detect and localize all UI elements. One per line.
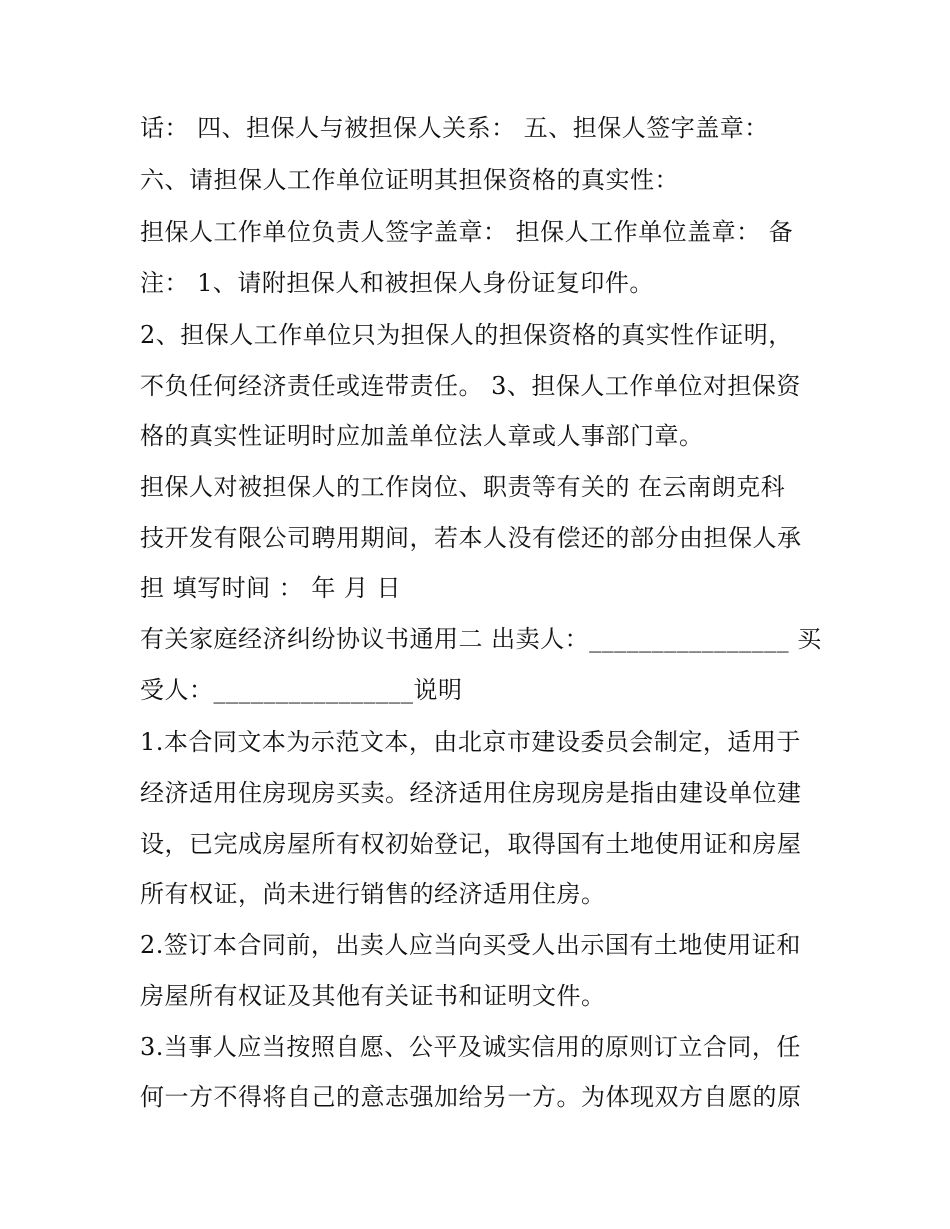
text-line: 担 填写时间 ： 年 月 日 [140, 574, 402, 602]
text-line: 所有权证，尚未进行销售的经济适用住房。 [140, 880, 606, 908]
text-line: 格的真实性证明时应加盖单位法人章或人事部门章。 [140, 422, 704, 450]
text-line: 1.本合同文本为示范文本，由北京市建设委员会制定，适用于 [140, 728, 801, 756]
text-line: 技开发有限公司聘用期间，若本人没有偿还的部分由担保人承 [140, 524, 802, 552]
text-line: 何一方不得将自己的意志强加给另一方。为体现双方自愿的原 [140, 1083, 802, 1111]
text-line: 3.当事人应当按照自愿、公平及诚实信用的原则订立合同，任 [140, 1033, 801, 1061]
text-line: 受人：________________说明 [140, 676, 463, 704]
text-line: 话： 四、担保人与被担保人关系： 五、担保人签字盖章： [140, 114, 769, 142]
text-line: 六、请担保人工作单位证明其担保资格的真实性： [140, 166, 679, 194]
text-line: 注： 1、请附担保人和被担保人身份证复印件。 [140, 269, 654, 297]
text-line: 2、担保人工作单位只为担保人的担保资格的真实性作证明， [140, 321, 793, 349]
text-line: 房屋所有权证及其他有关证书和证明文件。 [140, 982, 606, 1010]
text-line: 经济适用住房现房买卖。经济适用住房现房是指由建设单位建 [140, 779, 802, 807]
text-line: 不负任何经济责任或连带责任。 3、担保人工作单位对担保资 [140, 372, 801, 400]
text-line: 设，已完成房屋所有权初始登记，取得国有土地使用证和房屋 [140, 830, 802, 858]
text-line: 有关家庭经济纠纷协议书通用二 出卖人：________________ 买 [140, 625, 822, 653]
text-line: 2.签订本合同前，出卖人应当向买受人出示国有土地使用证和 [140, 931, 801, 959]
text-line: 担保人对被担保人的工作岗位、职责等有关的 在云南朗克科 [140, 473, 786, 501]
text-line: 担保人工作单位负责人签字盖章： 担保人工作单位盖章： 备 [140, 218, 794, 246]
